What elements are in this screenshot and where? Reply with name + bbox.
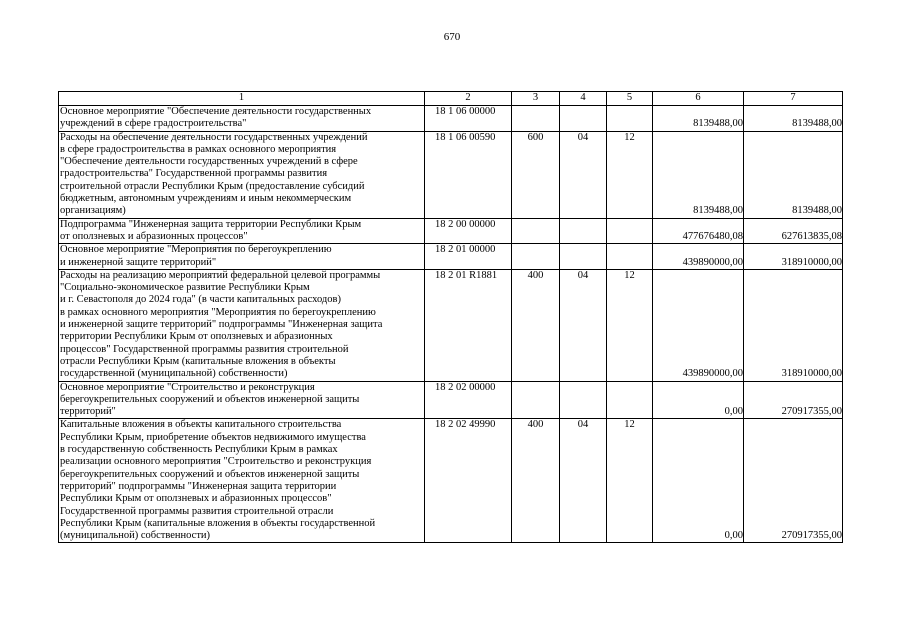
amount-col7: 318910000,00: [744, 269, 843, 381]
table-row: [59, 381, 843, 419]
amount-col6: 439890000,00: [653, 244, 744, 270]
amount-col7: 270917355,00: [744, 419, 843, 543]
amount-col7: 8139488,00: [744, 106, 843, 132]
table-row: [59, 269, 843, 381]
expense-type-code: [512, 106, 560, 132]
row-name: Основное мероприятие "Мероприятия по берегоукреплению и инженерной защите территорий": [59, 244, 425, 270]
subsection-code: [607, 381, 653, 419]
amount-col6: 8139488,00: [653, 131, 744, 218]
row-name: Капитальные вложения в объекты капитального строительства Республики Крым, приобретение объектов недвижимого имущества в государственную собственность Республики Крым в рамках реализации основного мероприятия "Строительство и реконструкция берегоукрепительных сооружений и объектов инженерной защиты территорий" подпрограммы "Инженерная защита территории Республики Крым от оползневых и абразионных процессов" Государственной программы развития строительной отрасли Республики Крым (капитальные вложения в объекты государственной (муниципальной) собственности): [59, 419, 425, 543]
header-cell: 5: [607, 92, 653, 106]
amount-col6: 477676480,08: [653, 218, 744, 244]
table-row: [59, 131, 843, 218]
section-code: 04: [560, 131, 607, 218]
target-article-code: 18 2 00 00000: [425, 218, 512, 244]
amount-col7: 8139488,00: [744, 131, 843, 218]
amount-col7: 318910000,00: [744, 244, 843, 270]
table-row: [59, 218, 843, 244]
subsection-code: [607, 106, 653, 132]
header-row: [59, 92, 843, 106]
amount-col6: 8139488,00: [653, 106, 744, 132]
table-row: [59, 244, 843, 270]
section-code: 04: [560, 419, 607, 543]
subsection-code: [607, 218, 653, 244]
amount-col6: 0,00: [653, 381, 744, 419]
subsection-code: 12: [607, 131, 653, 218]
subsection-code: 12: [607, 419, 653, 543]
amount-col6: 0,00: [653, 419, 744, 543]
row-name: Основное мероприятие "Строительство и реконструкция берегоукрепительных сооружений и объектов инженерной защиты территорий": [59, 381, 425, 419]
table-row: [59, 106, 843, 132]
target-article-code: 18 2 01 R1881: [425, 269, 512, 381]
target-article-code: 18 2 02 00000: [425, 381, 512, 419]
subsection-code: 12: [607, 269, 653, 381]
budget-table: [58, 91, 843, 543]
subsection-code: [607, 244, 653, 270]
amount-col7: 627613835,08: [744, 218, 843, 244]
section-code: [560, 106, 607, 132]
target-article-code: 18 2 01 00000: [425, 244, 512, 270]
header-cell: 7: [744, 92, 843, 106]
page-number: 670: [443, 31, 461, 43]
target-article-code: 18 2 02 49990: [425, 419, 512, 543]
header-cell: 6: [653, 92, 744, 106]
row-name: Расходы на обеспечение деятельности государственных учреждений в сфере градостроительства в рамках основного мероприятия "Обеспечение деятельности государственных учреждений в сфере градостроительства" Государственной программы развития строительной отрасли Республики Крым (предоставление субсидий бюджетным, автономным учреждениям и иным некоммерческим организациям): [59, 131, 425, 218]
header-cell: 4: [560, 92, 607, 106]
header-cell: 2: [425, 92, 512, 106]
amount-col6: 439890000,00: [653, 269, 744, 381]
expense-type-code: [512, 218, 560, 244]
expense-type-code: 600: [512, 131, 560, 218]
section-code: [560, 218, 607, 244]
table-row: [59, 419, 843, 543]
row-name: Подпрограмма "Инженерная защита территории Республики Крым от оползневых и абразионных процессов": [59, 218, 425, 244]
expense-type-code: [512, 244, 560, 270]
header-cell: 1: [59, 92, 425, 106]
target-article-code: 18 1 06 00000: [425, 106, 512, 132]
expense-type-code: 400: [512, 419, 560, 543]
target-article-code: 18 1 06 00590: [425, 131, 512, 218]
section-code: [560, 244, 607, 270]
row-name: Основное мероприятие "Обеспечение деятельности государственных учреждений в сфере градостроительства": [59, 106, 425, 132]
expense-type-code: 400: [512, 269, 560, 381]
row-name: Расходы на реализацию мероприятий федеральной целевой программы "Социально-экономическое развитие Республики Крым и г. Севастополя до 2024 года" (в части капитальных расходов) в рамках основного мероприятия "Мероприятия по берегоукреплению и инженерной защите территорий" подпрограммы "Инженерная защита территории Республики Крым от оползневых и абразионных процессов" Государственной программы развития строительной отрасли Республики Крым (капитальные вложения в объекты государственной (муниципальной) собственности): [59, 269, 425, 381]
amount-col7: 270917355,00: [744, 381, 843, 419]
section-code: [560, 381, 607, 419]
expense-type-code: [512, 381, 560, 419]
section-code: 04: [560, 269, 607, 381]
header-cell: 3: [512, 92, 560, 106]
